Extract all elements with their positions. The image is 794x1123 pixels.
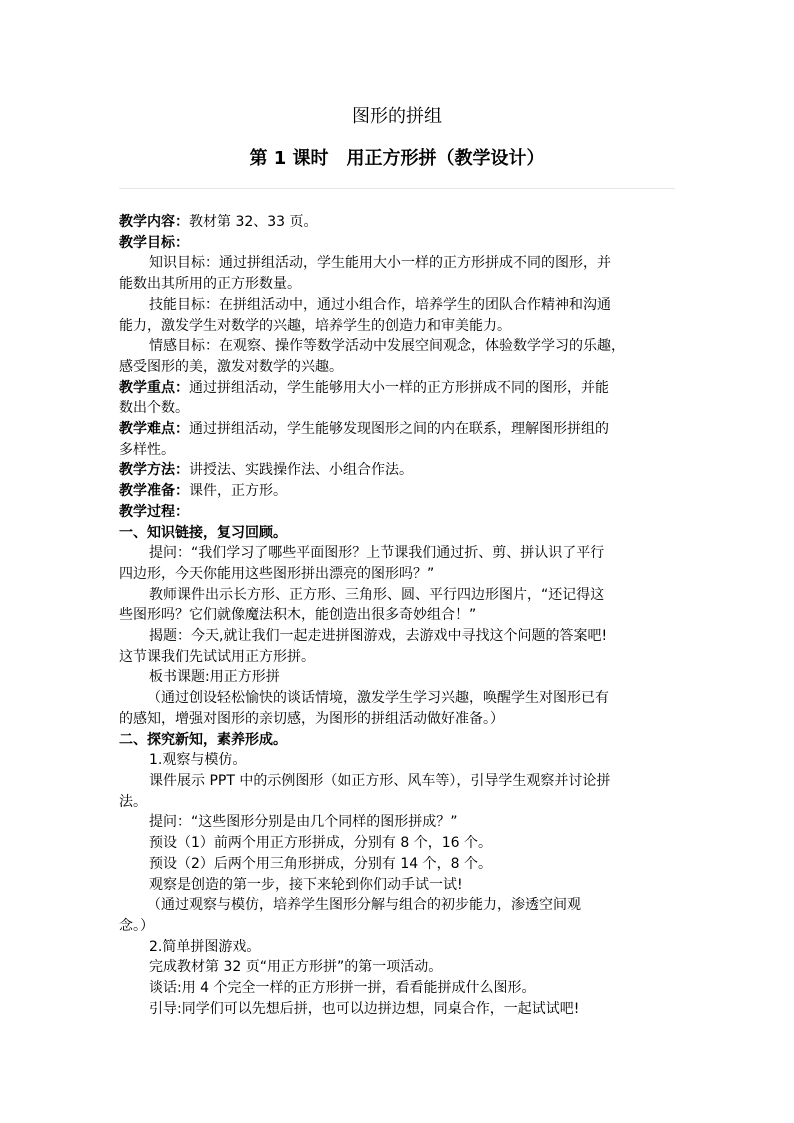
- ppt-display-line-2: 法。: [119, 793, 147, 810]
- reveal-topic-line-1: 揭题：今天,就让我们一起走进拼图游戏，去游戏中寻找这个问题的答案吧!: [149, 628, 608, 645]
- teaching-method-line: [119, 460, 675, 481]
- teaching-content-line: [119, 212, 675, 233]
- lesson-title: 第 1 课时 用正方形拼（教学设计）: [249, 148, 545, 169]
- preset-one-line: 预设（1）前两个用正方形拼成，分别有 8 个，16 个。: [149, 835, 492, 852]
- observe-encourage-line: 观察是创造的第一步，接下来轮到你们动手试一试!: [149, 876, 463, 893]
- intent-note-line-2: 的感知，增强对图形的亲切感，为图形的拼组活动做好准备。）: [119, 710, 504, 727]
- preset-two-line: 预设（2）后两个用三角形拼成，分别有 14 个，8 个。: [149, 855, 492, 872]
- document-body: [119, 212, 675, 1019]
- goal-skill-line-1: 技能目标：在拼组活动中，通过小组合作，培养学生的团队合作精神和沟通: [149, 296, 611, 313]
- intent-note-line-1: （通过创设轻松愉快的谈话情境，激发学生学习兴趣，唤醒学生对图形已有: [147, 690, 609, 707]
- step-puzzle-heading: 2.简单拼图游戏。: [149, 938, 261, 955]
- observe-note-line-1: （通过观察与模仿，培养学生图形分解与组合的初步能力，渗透空间观: [147, 897, 581, 914]
- teaching-process-heading: 教学过程：: [119, 503, 189, 520]
- difficult-point-text: 通过拼组活动，学生能够发现图形之间的内在联系，理解图形拼组的: [189, 421, 609, 438]
- step-observe-heading: 1.观察与模仿。: [149, 752, 247, 769]
- document-title: 图形的拼组: [352, 106, 442, 127]
- goal-skill-line-2: 能力，激发学生对数学的兴趣，培养学生的创造力和审美能力。: [119, 317, 511, 334]
- teaching-prep-line: [119, 481, 675, 502]
- key-point-line-1: [119, 378, 675, 399]
- difficult-point-line-2: 多样性。: [119, 441, 175, 458]
- section-one-heading: 一、知识链接，复习回顾。: [119, 524, 287, 541]
- reveal-topic-line-2: 这节课我们先试试用正方形拼。: [119, 648, 315, 665]
- teaching-method-text: 讲授法、实践操作法、小组合作法。: [189, 462, 413, 479]
- difficult-point-line-1: [119, 419, 675, 440]
- goal-emotion-line-1: 情感目标：在观察、操作等数学活动中发展空间观念，体验数学学习的乐趣，: [149, 338, 625, 355]
- title-divider: [119, 188, 675, 189]
- courseware-line-1: 教师课件出示长方形、正方形、三角形、圆、平行四边形图片，“还记得这: [149, 586, 605, 603]
- teaching-method-label: 教学方法：: [119, 462, 189, 479]
- teaching-prep-label: 教学准备：: [119, 483, 189, 500]
- question-line-2: 四边形，今天你能用这些图形拼出漂亮的图形吗？”: [119, 565, 435, 582]
- key-point-label: 教学重点：: [119, 379, 189, 396]
- ppt-display-line-1: 课件展示 PPT 中的示例图形（如正方形、风车等），引导学生观察并讨论拼: [149, 772, 611, 789]
- teaching-content-text: 教材第 32、33 页。: [189, 214, 318, 230]
- question-line-1: 提问：“我们学习了哪些平面图形？上节课我们通过折、剪、拼认识了平行: [149, 545, 605, 562]
- goal-emotion-line-2: 感受图形的美，激发对数学的兴趣。: [119, 358, 343, 375]
- teaching-prep-text: 课件，正方形。: [189, 483, 287, 500]
- textbook-activity-line: 完成教材第 32 页“用正方形拼”的第一项活动。: [149, 959, 443, 976]
- teaching-goals-heading: 教学目标：: [119, 234, 189, 251]
- teaching-content-label: 教学内容：: [119, 214, 189, 230]
- courseware-line-2: 些图形吗？它们就像魔法积木，能创造出很多奇妙组合！”: [119, 607, 477, 624]
- goal-knowledge-line-2: 能数出其所用的正方形数量。: [119, 276, 301, 293]
- observe-note-line-2: 念。）: [119, 917, 154, 934]
- goal-knowledge-line-1: 知识目标：通过拼组活动，学生能用大小一样的正方形拼成不同的图形，并: [149, 255, 611, 272]
- key-point-text: 通过拼组活动，学生能够用大小一样的正方形拼成不同的图形，并能: [189, 379, 609, 396]
- question-figures-line: 提问：“这些图形分别是由几个同样的图形拼成？”: [149, 814, 458, 831]
- difficult-point-label: 教学难点：: [119, 421, 189, 438]
- talk-line: 谈话:用 4 个完全一样的正方形拼一拼，看看能拼成什么图形。: [149, 980, 536, 997]
- guide-line: 引导:同学们可以先想后拼，也可以边拼边想，同桌合作，一起试试吧!: [149, 1000, 580, 1017]
- section-two-heading: 二、探究新知，素养形成。: [119, 731, 287, 748]
- key-point-line-2: 数出个数。: [119, 400, 189, 417]
- board-title-line: 板书课题:用正方形拼: [149, 669, 280, 686]
